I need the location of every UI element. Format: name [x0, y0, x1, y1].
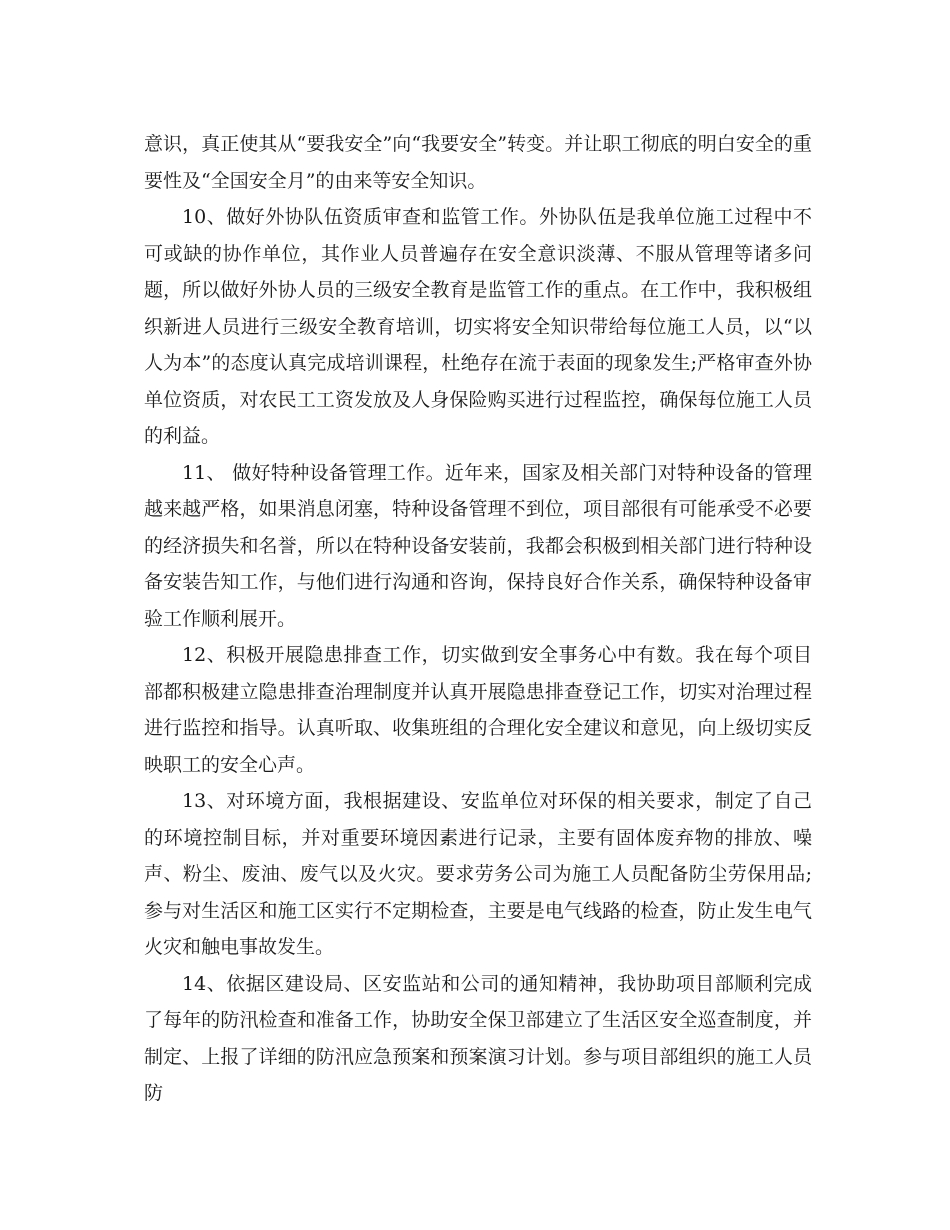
paragraph-item-13: 13、对环境方面，我根据建设、安监单位对环保的相关要求，制定了自己的环境控制目标，并对重要环境因素进行记录，主要有固体废弃物的排放、噪声、粉尘、废油、废气以及火灾。要求劳务公司为施工人员配备防尘劳保用品;参与对生活区和施工区实行不定期检查，主要是电气线路的检查，防止发生电气火灾和触电事故发生。	[144, 790, 812, 958]
paragraph-item-14: 14、依据区建设局、区安监站和公司的通知精神，我协助项目部顺利完成了每年的防汛检查和准备工作，协助安全保卫部建立了生活区安全巡查制度，并制定、上报了详细的防汛应急预案和预案演习计划。参与项目部组织的施工人员防	[144, 972, 812, 1104]
paragraph-item-11: 11、 做好特种设备管理工作。近年来，国家及相关部门对特种设备的管理越来越严格，如果消息闭塞，特种设备管理不到位，项目部很有可能承受不必要的经济损失和名誉，所以在特种设备安装前，我都会积极到相关部门进行特种设备安装告知工作，与他们进行沟通和咨询，保持良好合作关系，确保特种设备审验工作顺利展开。	[144, 461, 812, 630]
paragraph-item-10: 10、做好外协队伍资质审查和监管工作。外协队伍是我单位施工过程中不可或缺的协作单位，其作业人员普遍存在安全意识淡薄、不服从管理等诸多问题，所以做好外协人员的三级安全教育是监管工作的重点。在工作中，我积极组织新进人员进行三级安全教育培训，切实将安全知识带给每位施工人员，以“以人为本”的态度认真完成培训课程，杜绝存在流于表面的现象发生;严格审查外协单位资质，对农民工工资发放及人身保险购买进行过程监控，确保每位施工人员的利益。	[144, 206, 812, 447]
paragraph-item-12: 12、积极开展隐患排查工作，切实做到安全事务心中有数。我在每个项目部都积极建立隐患排查治理制度并认真开展隐患排查登记工作，切实对治理过程进行监控和指导。认真听取、收集班组的合理化安全建议和意见，向上级切实反映职工的安全心声。	[144, 644, 812, 776]
paragraph-continuation: 意识，真正使其从“要我安全”向“我要安全”转变。并让职工彻底的明白安全的重要性及“全国安全月”的由来等安全知识。	[144, 133, 812, 192]
document-body	[144, 126, 812, 1112]
